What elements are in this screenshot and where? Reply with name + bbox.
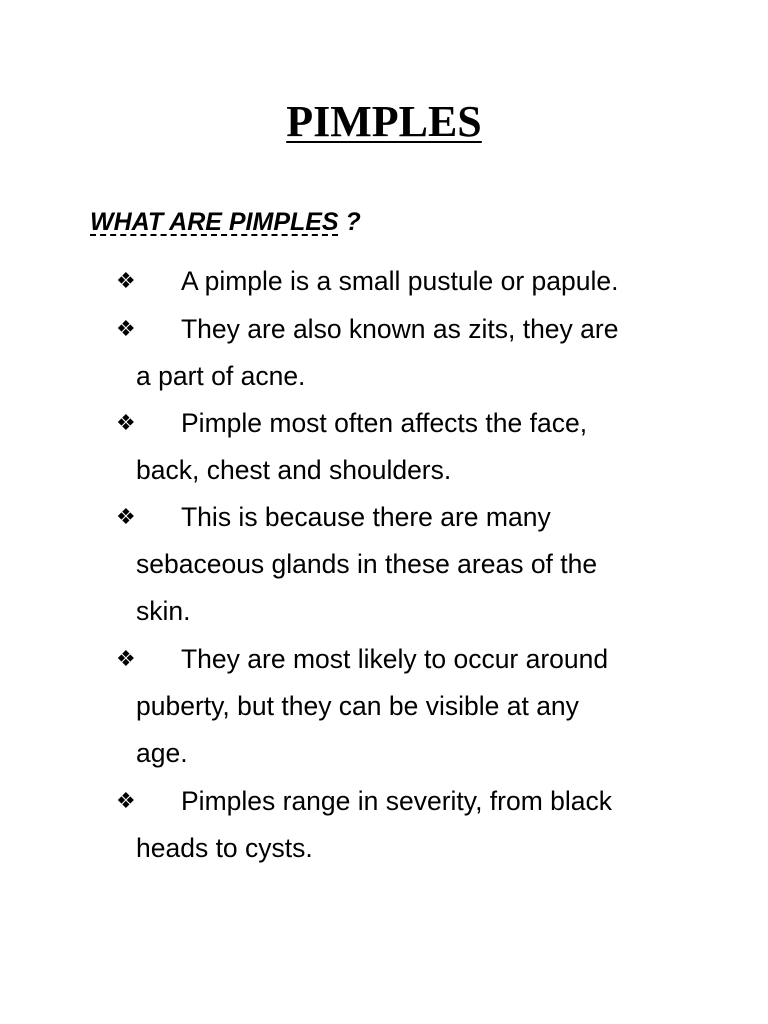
diamond-bullet-icon: ❖ bbox=[116, 411, 136, 436]
diamond-bullet-icon: ❖ bbox=[116, 647, 136, 672]
section-heading-text: WHAT ARE PIMPLES bbox=[90, 208, 339, 236]
diamond-bullet-icon: ❖ bbox=[116, 505, 136, 530]
page-title: PIMPLES bbox=[286, 97, 482, 146]
list-item-text: A pimple is a small pustule or papule. bbox=[181, 266, 619, 296]
list-item-text: Pimple most often affects the face, back, chest and shoulders. bbox=[136, 408, 588, 485]
list-item-text: This is because there are many sebaceous glands in these areas of the skin. bbox=[136, 502, 598, 626]
diamond-bullet-icon: ❖ bbox=[116, 317, 136, 342]
list-item-text: They are most likely to occur around puberty, but they can be visible at any age. bbox=[136, 644, 609, 768]
section-heading-question-mark: ? bbox=[338, 208, 361, 236]
list-item-text: They are also known as zits, they are a part of acne. bbox=[136, 314, 619, 391]
diamond-bullet-icon: ❖ bbox=[116, 789, 136, 814]
list-item-text: Pimples range in severity, from black heads to cysts. bbox=[136, 786, 613, 863]
diamond-bullet-icon: ❖ bbox=[116, 269, 136, 294]
